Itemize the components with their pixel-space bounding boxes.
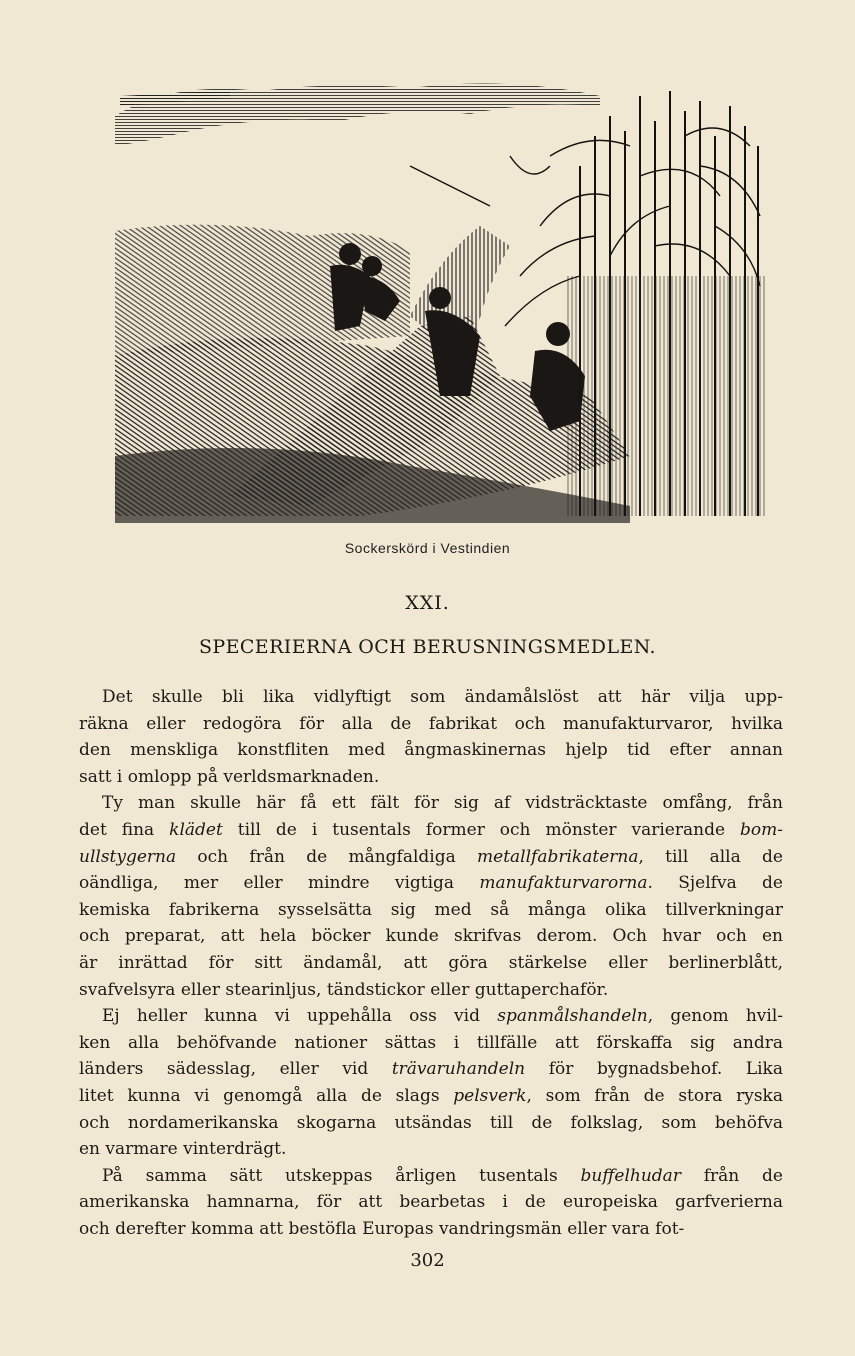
text-run: och nordamerikanska skogarna utsändas till de folkslag, som behöfva bbox=[79, 1112, 783, 1133]
text-run: På samma sätt utskeppas årligen tusentals bbox=[102, 1165, 581, 1186]
text-run: amerikanska hamnarna, för att bearbetas i de europeiska garfverierna bbox=[79, 1192, 783, 1213]
text-line bbox=[79, 923, 783, 950]
text-line bbox=[79, 1056, 783, 1083]
text-line bbox=[79, 950, 783, 977]
text-line bbox=[79, 1003, 783, 1030]
paragraph bbox=[79, 790, 783, 1003]
text-line bbox=[79, 711, 783, 738]
text-run: ken alla behöfvande nationer sättas i tillfälle att förskaffa sig andra bbox=[79, 1032, 783, 1053]
text-line bbox=[79, 844, 783, 871]
text-run: , till alla de bbox=[638, 846, 783, 867]
italic-term: ullstygerna bbox=[79, 846, 177, 867]
text-run: litet kunna vi genomgå alla de slags bbox=[79, 1085, 454, 1106]
italic-term: metallfabrikaterna bbox=[477, 846, 639, 867]
chapter-title: SPECERIERNA OCH BERUSNINGSMEDLEN. bbox=[199, 636, 656, 658]
text-line bbox=[79, 1136, 783, 1163]
text-line bbox=[79, 764, 783, 791]
sugar-harvest-engraving bbox=[110, 76, 765, 523]
italic-term: spanmålshandeln bbox=[497, 1006, 648, 1027]
text-line bbox=[79, 790, 783, 817]
text-run: till de i tusentals former och mönster varierande bbox=[222, 819, 741, 840]
paragraph bbox=[79, 1163, 783, 1243]
text-run: , som från de stora ryska bbox=[526, 1085, 783, 1106]
text-run: räkna eller redogöra för alla de fabrikat och manufakturvaror, hvilka bbox=[79, 713, 783, 734]
text-line bbox=[79, 1110, 783, 1137]
chapter-number: XXI. bbox=[405, 592, 450, 614]
text-run: satt i omlopp på verldsmarknaden. bbox=[79, 766, 380, 787]
text-line bbox=[79, 1216, 783, 1243]
text-line bbox=[79, 817, 783, 844]
text-line bbox=[79, 1189, 783, 1216]
italic-term: klädet bbox=[169, 819, 223, 840]
text-line bbox=[79, 1030, 783, 1057]
italic-term: buffelhudar bbox=[580, 1165, 681, 1186]
text-line bbox=[79, 1163, 783, 1190]
text-run: från de bbox=[680, 1165, 783, 1186]
text-line bbox=[79, 870, 783, 897]
text-run: och derefter komma att bestöfla Europas vandringsmän eller vara fot- bbox=[79, 1218, 685, 1239]
text-run: länders sädesslag, eller vid bbox=[79, 1059, 392, 1080]
text-line bbox=[79, 897, 783, 924]
text-run: oändliga, mer eller mindre vigtiga bbox=[79, 873, 480, 894]
text-line bbox=[79, 977, 783, 1004]
italic-term: bom- bbox=[740, 819, 783, 840]
text-line bbox=[79, 737, 783, 764]
italic-term: pelsverk bbox=[453, 1085, 527, 1106]
page-number: 302 bbox=[410, 1250, 445, 1271]
text-run: Ej heller kunna vi uppehålla oss vid bbox=[102, 1006, 498, 1027]
paragraph bbox=[79, 1003, 783, 1163]
illustration-caption: Sockerskörd i Vestindien bbox=[344, 540, 511, 556]
text-run: för bygnadsbehof. Lika bbox=[525, 1059, 783, 1080]
text-run: och preparat, att hela böcker kunde skrifvas derom. Och hvar och en bbox=[79, 926, 783, 947]
text-run: och från de mångfaldiga bbox=[176, 846, 478, 867]
italic-term: manufakturvarorna bbox=[479, 873, 648, 894]
text-run: Det skulle bli lika vidlyftigt som ändamålslöst att här vilja upp- bbox=[102, 687, 783, 707]
body-text bbox=[79, 684, 783, 1242]
text-run: Ty man skulle här få ett fält för sig af vidsträcktaste omfång, från bbox=[102, 793, 783, 814]
text-run: den menskliga konstfliten med ångmaskinernas hjelp tid efter annan bbox=[79, 740, 783, 761]
text-run: en varmare vinterdrägt. bbox=[79, 1139, 287, 1160]
text-run: är inrättad för sitt ändamål, att göra stärkelse eller berlinerblått, bbox=[79, 952, 783, 973]
text-run: kemiska fabrikerna sysselsätta sig med så många olika tillverkningar bbox=[79, 899, 783, 920]
text-run: , genom hvil- bbox=[647, 1006, 784, 1027]
text-run: det fina bbox=[79, 819, 170, 840]
text-line bbox=[79, 684, 783, 711]
text-line bbox=[79, 1083, 783, 1110]
italic-term: trävaruhandeln bbox=[391, 1059, 526, 1080]
text-run: . Sjelfva de bbox=[647, 873, 783, 894]
paragraph bbox=[79, 684, 783, 790]
text-run: svafvelsyra eller stearinljus, tändstickor eller guttaperchaför. bbox=[79, 979, 609, 1000]
